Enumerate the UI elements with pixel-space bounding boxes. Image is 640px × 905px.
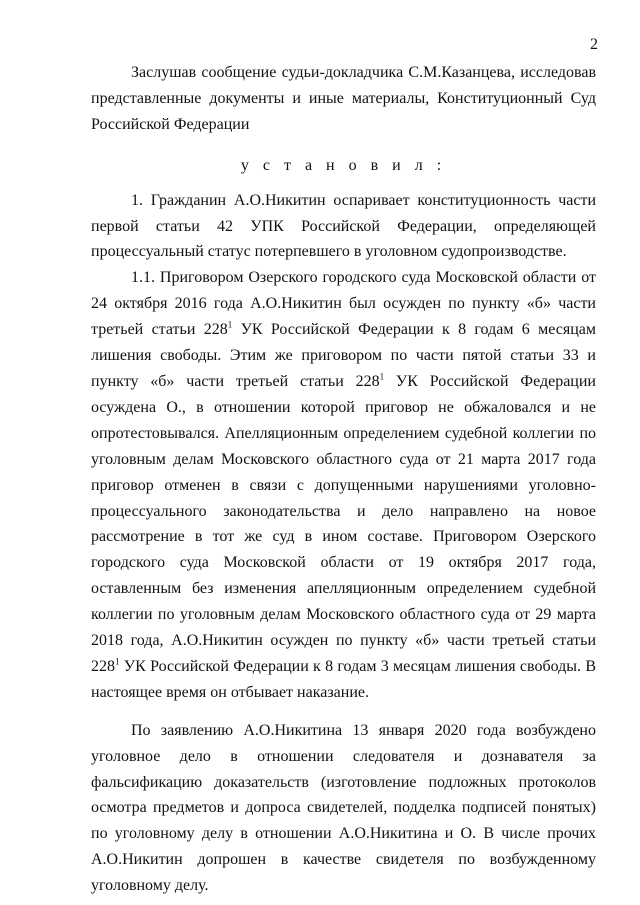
superscript-1: 1 (227, 319, 233, 330)
paragraph-1-1-part-b: УК Российской Федерации к 8 годам 6 месяцам лишения свободы. Этим же приговором по части пятой статьи 33 и пункту «б» части третьей статьи 228 (91, 321, 596, 390)
document-body (91, 60, 596, 899)
page-number: 2 (590, 36, 598, 53)
paragraph-1-1-part-c: УК Российской Федерации осуждена О., в отношении которой приговор не обжаловался и не опротестовывался. Апелляционным определением судебной коллегии по уголовным делам Московского областного суда от 21 марта 2017 года приговор отменен в связи с допущенными нарушениями уголовно-процессуального законодательства и дело направлено на новое рассмотрение в тот же суд в ином составе. Приговором Озерского городского суда Московской области от 19 октября 2017 года, оставленным без изменения апелляционным определением судебной коллегии по уголовным делам Московского областного суда от 29 марта 2018 года, А.О.Никитин осужден по пункту «б» части третьей статьи 228 (91, 372, 596, 675)
paragraph-1-1-part-d: УК Российской Федерации к 8 годам 3 месяцам лишения свободы. В настоящее время он отбывает наказание. (91, 657, 596, 701)
paragraph-1: 1. Гражданин А.О.Никитин оспаривает конституционность части первой статьи 42 УПК Российской Федерации, определяющей процессуальный статус потерпевшего в уголовном судопроизводстве. (91, 191, 596, 261)
paragraph-1-1-part-a: 1.1. Приговором Озерского городского суда Московской области от 24 октября 2016 года А.О.Никитин был осужден по пункту «б» части третьей статьи 228 (91, 269, 596, 339)
ruling-heading: у с т а н о в и л : (240, 156, 447, 174)
paragraph-1-1 (91, 265, 596, 705)
superscript-3: 1 (115, 656, 120, 667)
intro-paragraph: Заслушав сообщение судьи-докладчика С.М.Казанцева, исследовав представленные документы и иные материалы, Конституционный Суд Российской Федерации (91, 64, 596, 133)
superscript-2: 1 (379, 371, 385, 382)
paragraph-2: По заявлению А.О.Никитина 13 января 2020 года возбуждено уголовное дело в отношении следователя и дознавателя за фальсификацию доказательств (изготовление подложных протоколов осмотра предметов и допроса свидетелей, подделка подписей понятых) по уголовному делу в отношении А.О.Никитина и О. В числе прочих А.О.Никитин допрошен в качестве свидетеля по возбужденному уголовному делу. (91, 721, 596, 895)
